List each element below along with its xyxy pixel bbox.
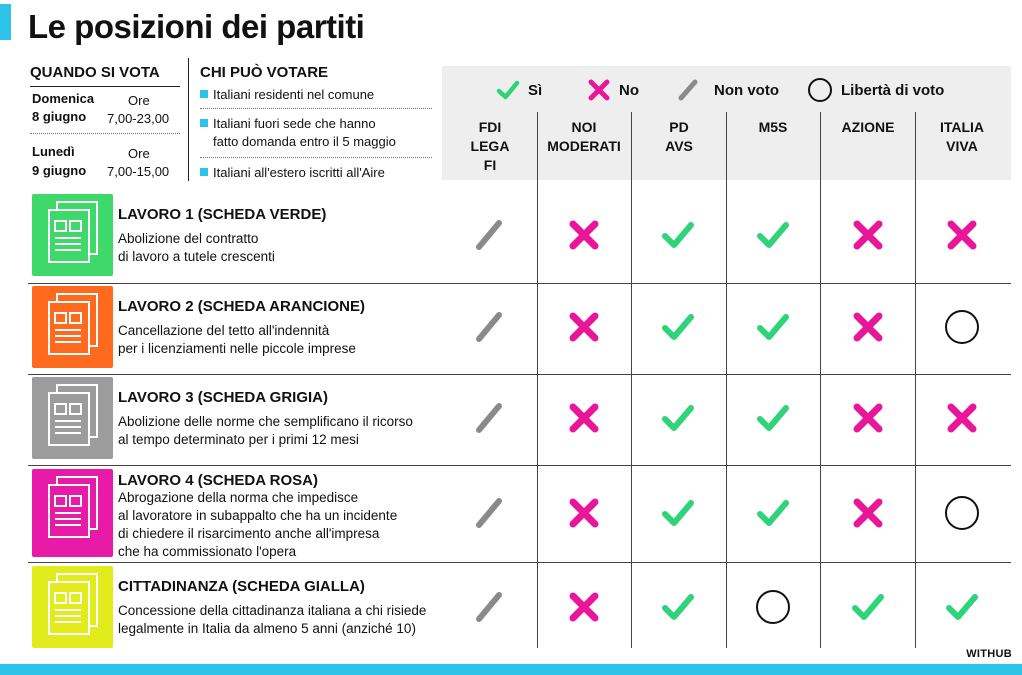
circle-icon xyxy=(807,77,833,103)
check-mark-icon xyxy=(850,589,886,625)
circle-mark-icon xyxy=(944,495,980,531)
document-icon xyxy=(32,469,113,557)
cross-mark-icon xyxy=(566,400,602,436)
party-header-azione: AZIONE xyxy=(841,119,895,135)
row-title: LAVORO 2 (SCHEDA ARANCIONE) xyxy=(118,298,365,315)
cross-mark-icon xyxy=(850,400,886,436)
check-mark-icon xyxy=(660,217,696,253)
row-description-line: Abolizione del contratto xyxy=(118,231,259,246)
check-mark-icon xyxy=(660,400,696,436)
who-item-3: Italiani all'estero iscritti all'Aire xyxy=(200,164,385,181)
vote-date-2: 9 giugno xyxy=(32,163,87,178)
row-divider xyxy=(28,562,1011,563)
cross-mark-icon xyxy=(944,217,980,253)
page-title: Le posizioni dei partiti xyxy=(28,8,365,45)
slash-mark-icon xyxy=(471,309,507,345)
legend-no: No xyxy=(587,78,639,102)
cross-mark-icon xyxy=(566,589,602,625)
slash-mark-icon xyxy=(471,589,507,625)
bullet-square-icon xyxy=(200,119,208,127)
party-header-m5s: M5S xyxy=(758,119,788,135)
column-divider xyxy=(915,112,916,648)
circle-mark-icon xyxy=(755,589,791,625)
bullet-square-icon xyxy=(200,90,208,98)
row-description-line: Concessione della cittadinanza italiana a chi risiede xyxy=(118,603,427,618)
who-item-1: Italiani residenti nel comune xyxy=(200,86,374,103)
when-heading: QUANDO SI VOTA xyxy=(30,64,160,81)
document-icon xyxy=(32,194,113,276)
circle-mark-icon xyxy=(944,309,980,345)
check-mark-icon xyxy=(755,309,791,345)
row-description-line: di lavoro a tutele crescenti xyxy=(118,249,275,264)
row-divider xyxy=(28,374,1011,375)
check-mark-icon xyxy=(660,495,696,531)
row-description-line: di chiedere il risarcimento anche all'impresa xyxy=(118,526,380,541)
cross-mark-icon xyxy=(850,495,886,531)
party-header-italia-viva: ITALIA VIVA xyxy=(939,119,985,154)
row-divider xyxy=(28,283,1011,284)
when-top-divider xyxy=(30,86,180,87)
vote-day-1: Domenica xyxy=(32,91,95,106)
row-description-line: al lavoratore in subappalto che ha un incidente xyxy=(118,508,398,523)
row-description-line: per i licenziamenti nelle piccole imprese xyxy=(118,341,356,356)
party-header-fdi-lega-fi: FDI LEGA FI xyxy=(470,119,510,173)
legend-liberta: Libertà di voto xyxy=(807,78,944,102)
footer-bar xyxy=(0,664,1022,675)
column-divider xyxy=(631,112,632,648)
check-mark-icon xyxy=(755,400,791,436)
who-divider-1 xyxy=(200,108,432,109)
row-description-line: Abrogazione della norma che impedisce xyxy=(118,490,359,505)
party-header-pd-avs: PD AVS xyxy=(665,119,693,154)
slash-mark-icon xyxy=(471,495,507,531)
title-accent-bar xyxy=(0,4,11,40)
check-icon xyxy=(496,78,520,102)
row-title: LAVORO 3 (SCHEDA GRIGIA) xyxy=(118,389,329,406)
when-mid-divider xyxy=(30,133,180,134)
cross-mark-icon xyxy=(566,217,602,253)
cross-mark-icon xyxy=(850,217,886,253)
cross-mark-icon xyxy=(566,495,602,531)
cross-mark-icon xyxy=(566,309,602,345)
vote-day-2: Lunedì xyxy=(32,144,75,159)
check-mark-icon xyxy=(660,309,696,345)
cross-icon xyxy=(587,78,611,102)
party-header-noi-moderati: NOI MODERATI xyxy=(547,119,621,154)
cross-mark-icon xyxy=(944,400,980,436)
who-item-2-line-2: fatto domanda entro il 5 maggio xyxy=(213,134,396,149)
credit: WITHUB xyxy=(966,648,1012,660)
header-separator xyxy=(188,58,189,181)
column-divider xyxy=(820,112,821,648)
document-icon xyxy=(32,286,113,368)
row-description-line: Abolizione delle norme che semplificano il ricorso xyxy=(118,414,413,429)
check-mark-icon xyxy=(755,217,791,253)
row-title: CITTADINANZA (SCHEDA GIALLA) xyxy=(118,578,365,595)
row-description-line: al tempo determinato per i primi 12 mesi xyxy=(118,432,359,447)
who-divider-2 xyxy=(200,157,432,158)
legend-nonvoto: Non voto xyxy=(676,78,779,102)
row-title: LAVORO 4 (SCHEDA ROSA) xyxy=(118,472,319,489)
row-description-line: che ha commissionato l'opera xyxy=(118,544,297,559)
vote-hours-1: 7,00-23,00 xyxy=(107,111,170,126)
document-icon xyxy=(32,377,113,459)
check-mark-icon xyxy=(755,495,791,531)
vote-date-1: 8 giugno xyxy=(32,109,87,124)
vote-hours-label-1: Ore xyxy=(128,93,150,108)
column-divider xyxy=(726,112,727,648)
check-mark-icon xyxy=(944,589,980,625)
check-mark-icon xyxy=(660,589,696,625)
who-item-2: Italiani fuori sede che hanno xyxy=(200,115,376,132)
legend-yes: Sì xyxy=(496,78,542,102)
row-description-line: legalmente in Italia da almeno 5 anni (anziché 10) xyxy=(118,621,416,636)
row-divider xyxy=(28,465,1011,466)
who-heading: CHI PUÒ VOTARE xyxy=(200,64,329,81)
vote-hours-2: 7,00-15,00 xyxy=(107,164,170,179)
bullet-square-icon xyxy=(200,168,208,176)
vote-hours-label-2: Ore xyxy=(128,146,150,161)
slash-mark-icon xyxy=(471,400,507,436)
row-description-line: Cancellazione del tetto all'indennità xyxy=(118,323,330,338)
cross-mark-icon xyxy=(850,309,886,345)
document-icon xyxy=(32,566,113,648)
column-divider xyxy=(537,112,538,648)
slash-mark-icon xyxy=(471,217,507,253)
slash-icon xyxy=(676,78,700,102)
row-title: LAVORO 1 (SCHEDA VERDE) xyxy=(118,206,327,223)
